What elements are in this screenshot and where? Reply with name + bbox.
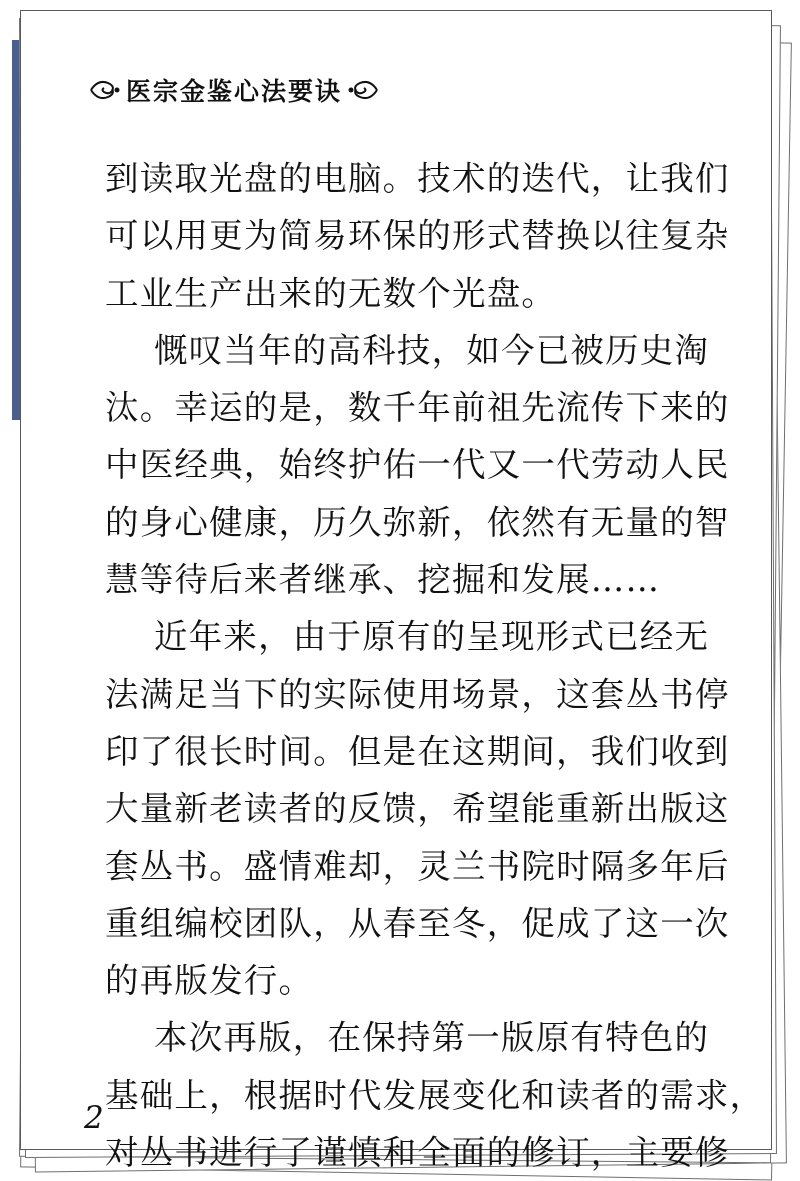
text-line: 可以用更为简易环保的形式替换以往复杂 [105, 216, 730, 256]
right-ornament-icon [346, 75, 380, 105]
left-ornament-icon [88, 75, 122, 105]
page-number: 2 [84, 1100, 104, 1136]
text-line: 慧等待后来者继承、挖掘和发展…… [105, 560, 661, 600]
text-line: 汰。幸运的是，数千年前祖先流传下来的 [105, 388, 730, 428]
text-line: 中医经典，始终护佑一代又一代劳动人民 [105, 445, 730, 485]
text-line: 法满足当下的实际使用场景，这套丛书停 [105, 674, 730, 714]
text-line: 大量新老读者的反馈，希望能重新出版这 [105, 789, 730, 829]
text-line: 基础上，根据时代发展变化和读者的需求， [105, 1075, 765, 1115]
text-line: 到读取光盘的电脑。技术的迭代，让我们 [105, 159, 730, 198]
header-title: 医宗金鉴心法要诀 [126, 77, 343, 106]
text-line: 的再版发行。 [105, 961, 314, 1001]
paragraph-start-line: 慨叹当年的高科技，如今已被历史淘 [154, 330, 710, 370]
paragraph-start-line: 本次再版，在保持第一版原有特色的 [154, 1018, 710, 1058]
text-line: 的身心健康，历久弥新，依然有无量的智 [105, 502, 730, 542]
paragraph-start-line: 近年来，由于原有的呈现形式已经无 [154, 617, 710, 657]
body-text [105, 150, 765, 1181]
text-line: 套丛书。盛情难却，灵兰书院时隔多年后 [105, 846, 730, 886]
running-header [88, 68, 380, 112]
text-line: 印了很长时间。但是在这期间，我们收到 [105, 731, 730, 771]
text-line: 对丛书进行了谨慎和全面的修订，主要修 [105, 1133, 730, 1173]
text-line: 重组编校团队，从春至冬，促成了这一次 [105, 903, 730, 943]
text-line: 工业生产出来的无数个光盘。 [105, 273, 557, 313]
